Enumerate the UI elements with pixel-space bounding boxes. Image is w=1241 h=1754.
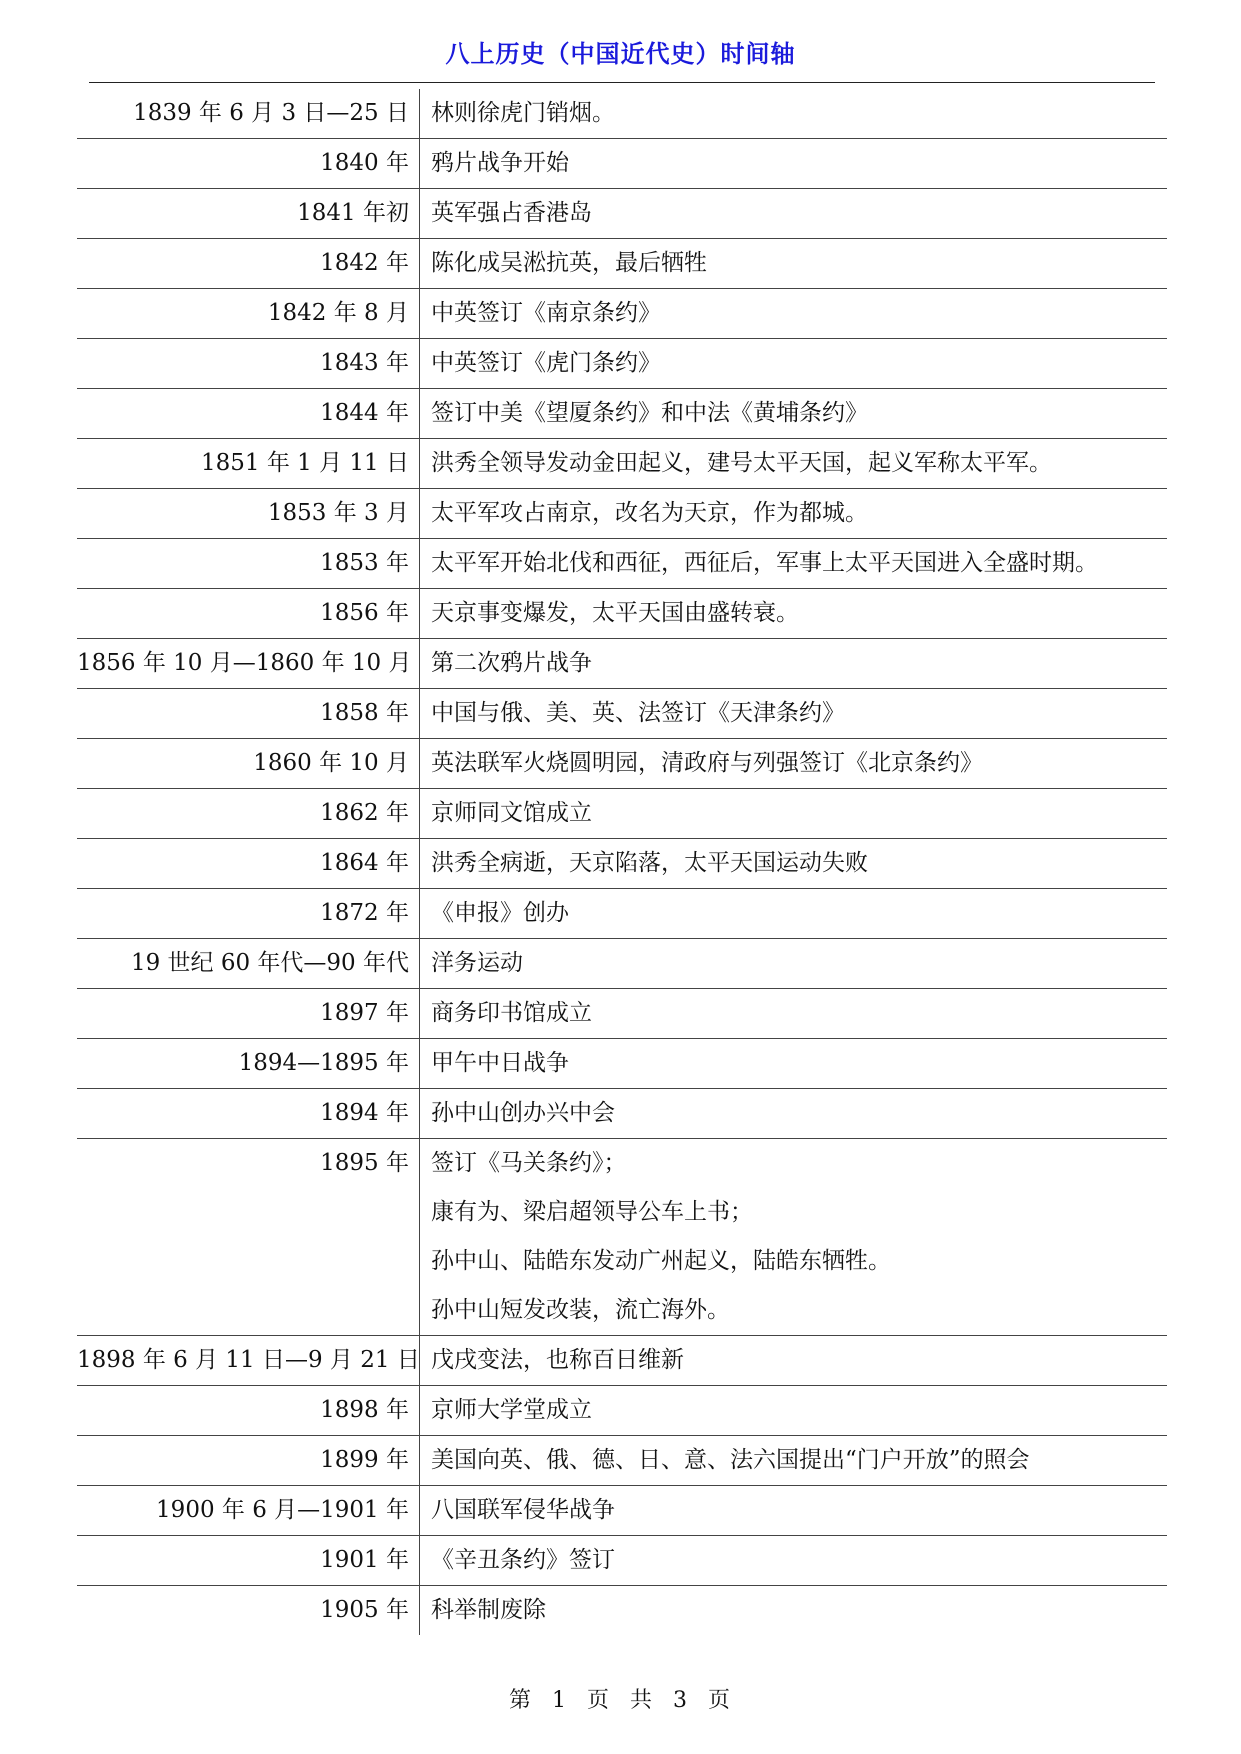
timeline-row	[77, 239, 1167, 289]
timeline-row	[77, 339, 1167, 389]
page-footer: 第 1 页 共 3 页	[509, 1688, 732, 1713]
timeline-row	[77, 89, 1167, 139]
timeline-event-cell	[420, 989, 1167, 1038]
timeline-date: 1840 年	[77, 139, 420, 188]
timeline-date: 1860 年 10 月	[77, 739, 420, 788]
timeline-row	[77, 589, 1167, 639]
timeline-row	[77, 389, 1167, 439]
timeline-date: 1856 年 10 月—1860 年 10 月	[77, 639, 420, 688]
timeline-date: 1841 年初	[77, 189, 420, 238]
timeline-row	[77, 789, 1167, 839]
timeline-row	[77, 439, 1167, 489]
timeline-date: 1901 年	[77, 1536, 420, 1585]
timeline-event: 康有为、梁启超领导公车上书；	[431, 1199, 753, 1225]
timeline-event-cell	[420, 1336, 1167, 1385]
document-title: 八上历史（中国近代史）时间轴	[445, 40, 796, 68]
timeline-event-cell	[420, 739, 1167, 788]
timeline-row	[77, 739, 1167, 789]
timeline-event-cell	[420, 289, 1167, 338]
timeline-row	[77, 1436, 1167, 1486]
timeline-event: 中国与俄、美、英、法签订《天津条约》	[431, 700, 845, 726]
timeline-row	[77, 1336, 1167, 1386]
timeline-event: 《辛丑条约》签订	[431, 1547, 615, 1573]
timeline-event: 孙中山短发改装，流亡海外。	[431, 1297, 730, 1323]
timeline-date: 1905 年	[77, 1586, 420, 1635]
timeline-event-cell	[420, 1436, 1167, 1485]
timeline-event: 洪秀全领导发动金田起义，建号太平天国，起义军称太平军。	[431, 450, 1052, 476]
timeline-event: 签订《马关条约》；	[431, 1150, 627, 1176]
timeline-row	[77, 1089, 1167, 1139]
timeline-event-cell	[420, 789, 1167, 838]
timeline-event: 八国联军侵华战争	[431, 1497, 615, 1523]
timeline-event-cell	[420, 189, 1167, 238]
timeline-row	[77, 1586, 1167, 1635]
timeline-row	[77, 689, 1167, 739]
timeline-event: 洋务运动	[431, 950, 523, 976]
timeline-row	[77, 489, 1167, 539]
timeline-date: 1862 年	[77, 789, 420, 838]
timeline-event-cell	[420, 89, 1167, 138]
timeline-event-cell	[420, 539, 1167, 588]
timeline-event: 科举制废除	[431, 1597, 546, 1623]
timeline-date: 1853 年 3 月	[77, 489, 420, 538]
timeline-event: 孙中山、陆皓东发动广州起义，陆皓东牺牲。	[431, 1248, 891, 1274]
timeline-event: 《申报》创办	[431, 900, 569, 926]
timeline-row	[77, 1486, 1167, 1536]
timeline-row	[77, 189, 1167, 239]
timeline-event: 签订中美《望厦条约》和中法《黄埔条约》	[431, 400, 868, 426]
timeline-row	[77, 1536, 1167, 1586]
timeline-row	[77, 939, 1167, 989]
timeline-event-cell	[420, 839, 1167, 888]
timeline-event-cell	[420, 489, 1167, 538]
timeline-event-cell	[420, 1536, 1167, 1585]
timeline-event-cell	[420, 1486, 1167, 1535]
timeline-event: 林则徐虎门销烟。	[431, 100, 615, 126]
timeline-event: 戊戌变法，也称百日维新	[431, 1347, 684, 1373]
timeline-date: 1900 年 6 月—1901 年	[77, 1486, 420, 1535]
timeline-event: 中英签订《南京条约》	[431, 300, 661, 326]
timeline-date: 1843 年	[77, 339, 420, 388]
timeline-row	[77, 839, 1167, 889]
timeline-date: 1858 年	[77, 689, 420, 738]
timeline-event: 京师大学堂成立	[431, 1397, 592, 1423]
timeline-event: 第二次鸦片战争	[431, 650, 592, 676]
timeline-event: 英军强占香港岛	[431, 200, 592, 226]
timeline-event-cell	[420, 939, 1167, 988]
timeline-event: 天京事变爆发，太平天国由盛转衰。	[431, 600, 799, 626]
timeline-event-cell	[420, 239, 1167, 288]
timeline-date: 1864 年	[77, 839, 420, 888]
timeline-date: 1872 年	[77, 889, 420, 938]
timeline-event-cell	[420, 1089, 1167, 1138]
timeline-event-cell	[420, 339, 1167, 388]
timeline-date: 1851 年 1 月 11 日	[77, 439, 420, 488]
timeline-date: 19 世纪 60 年代—90 年代	[77, 939, 420, 988]
timeline-row	[77, 639, 1167, 689]
timeline-date: 1842 年 8 月	[77, 289, 420, 338]
timeline-event-cell	[420, 589, 1167, 638]
timeline-date: 1895 年	[77, 1139, 420, 1335]
timeline-event-cell	[420, 389, 1167, 438]
timeline-event: 甲午中日战争	[431, 1050, 569, 1076]
timeline-date: 1897 年	[77, 989, 420, 1038]
timeline-date: 1856 年	[77, 589, 420, 638]
timeline-date: 1853 年	[77, 539, 420, 588]
timeline-date: 1898 年	[77, 1386, 420, 1435]
timeline-event: 太平军开始北伐和西征，西征后，军事上太平天国进入全盛时期。	[431, 550, 1098, 576]
timeline-event: 美国向英、俄、德、日、意、法六国提出“门户开放”的照会	[431, 1447, 1030, 1473]
timeline-event: 孙中山创办兴中会	[431, 1100, 615, 1126]
timeline-event-cell	[420, 639, 1167, 688]
timeline-event-cell	[420, 139, 1167, 188]
timeline-date: 1894 年	[77, 1089, 420, 1138]
timeline-row	[77, 289, 1167, 339]
timeline-event-cell	[420, 689, 1167, 738]
timeline-row	[77, 1039, 1167, 1089]
timeline-event: 洪秀全病逝，天京陷落，太平天国运动失败	[431, 850, 868, 876]
timeline-event-cell	[420, 439, 1167, 488]
timeline-event-cell	[420, 1586, 1167, 1635]
timeline-date: 1842 年	[77, 239, 420, 288]
timeline-row	[77, 539, 1167, 589]
timeline-event-cell	[420, 1386, 1167, 1435]
timeline-event-cell	[420, 889, 1167, 938]
timeline-row	[77, 889, 1167, 939]
timeline-row	[77, 1139, 1167, 1336]
timeline-event: 英法联军火烧圆明园，清政府与列强签订《北京条约》	[431, 750, 983, 776]
timeline-row	[77, 1386, 1167, 1436]
timeline-date: 1899 年	[77, 1436, 420, 1485]
timeline-row	[77, 139, 1167, 189]
timeline-event: 中英签订《虎门条约》	[431, 350, 661, 376]
timeline-event: 京师同文馆成立	[431, 800, 592, 826]
timeline-event-cell	[420, 1139, 1167, 1335]
timeline-event: 陈化成吴淞抗英，最后牺牲	[431, 250, 707, 276]
timeline-date: 1898 年 6 月 11 日—9 月 21 日	[77, 1336, 420, 1385]
timeline-date: 1894—1895 年	[77, 1039, 420, 1088]
timeline-date: 1839 年 6 月 3 日—25 日	[77, 89, 420, 138]
timeline-date: 1844 年	[77, 389, 420, 438]
timeline-event: 商务印书馆成立	[431, 1000, 592, 1026]
title-divider	[89, 82, 1155, 83]
timeline-table	[77, 89, 1167, 1635]
timeline-event-cell	[420, 1039, 1167, 1088]
timeline-event: 太平军攻占南京，改名为天京，作为都城。	[431, 500, 868, 526]
timeline-event: 鸦片战争开始	[431, 150, 569, 176]
timeline-row	[77, 989, 1167, 1039]
